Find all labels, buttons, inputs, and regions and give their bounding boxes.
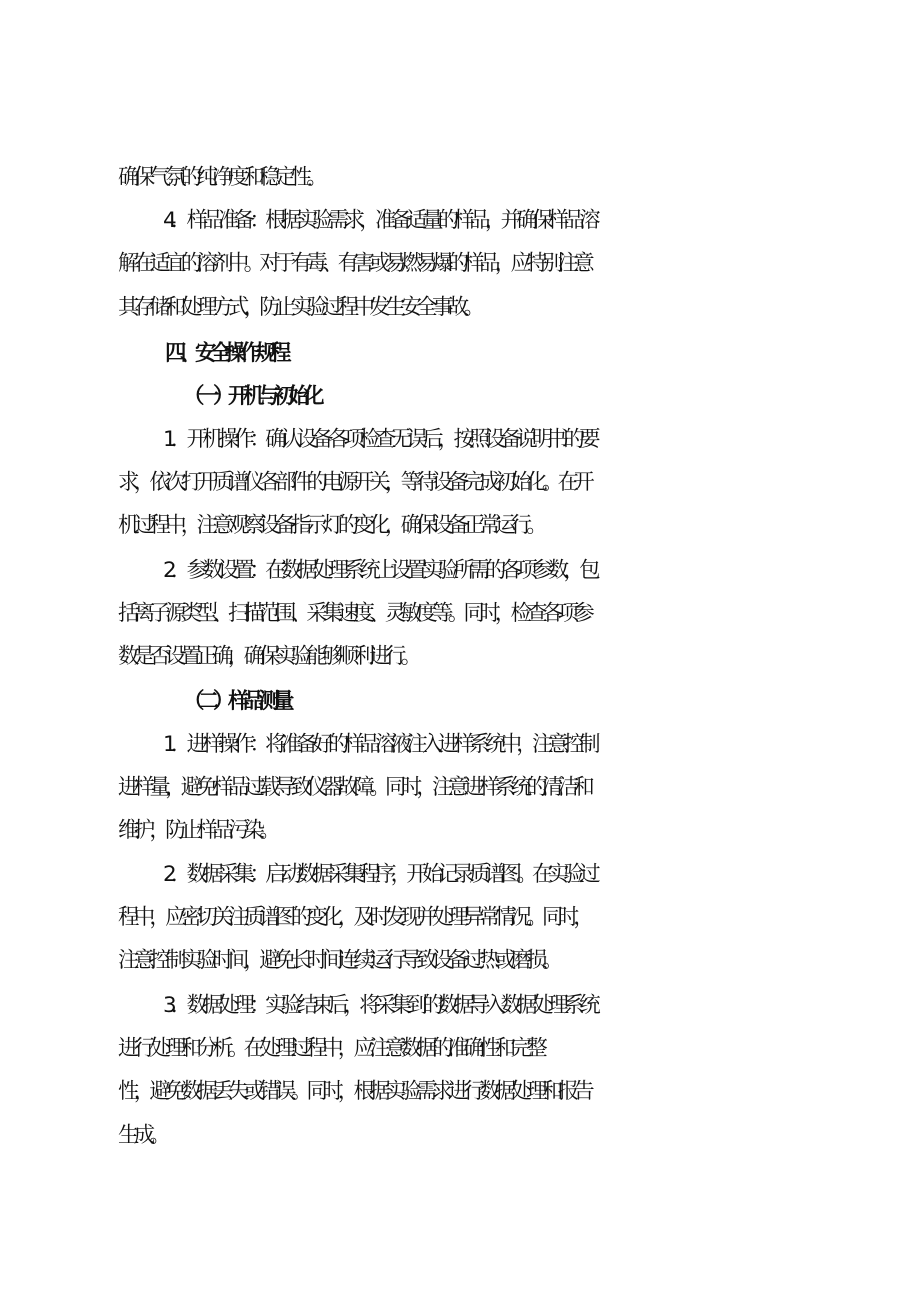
paragraph-line: 进行处理和分析。在处理过程中，应注意数据的准确性和完整 xyxy=(118,1036,542,1061)
paragraph-line: 1．开机操作：确认设备各项检查无误后，按照设备说明书的要 xyxy=(163,427,595,452)
paragraph-line: 1．进样操作：将准备好的样品溶液注入进样系统中，注意控制 xyxy=(163,732,595,757)
paragraph-line: 其存储和处理方式，防止实验过程中发生安全事故。 xyxy=(118,295,480,320)
paragraph-line: 确保气氛的纯净度和稳定性。 xyxy=(118,165,323,190)
paragraph-line: 生成。 xyxy=(118,1123,166,1148)
paragraph-line: 数是否设置正确，确保实验能够顺利进行。 xyxy=(118,644,417,669)
paragraph-line: 程中，应密切关注质谱图的变化，及时发现并处理异常情况。同时， xyxy=(118,905,590,930)
paragraph-line: 性，避免数据丢失或错误。同时，根据实验需求进行数据处理和报告 xyxy=(118,1079,590,1104)
paragraph-line: 括离子源类型、扫描范围、采集速度、灵敏度等。同时，检查各项参 xyxy=(118,601,590,626)
paragraph-line: 解在适宜的溶剂中。对于有毒、有害或易燃易爆的样品，应特别注意 xyxy=(118,251,590,276)
paragraph-line: 进样量，避免样品过载导致仪器故障。同时，注意进样系统的清洁和 xyxy=(118,775,590,800)
section-heading: 四、安全操作规程 xyxy=(165,341,286,366)
subsection-heading: （二）样品测量 xyxy=(183,689,289,714)
subsection-heading: （一）开机与初始化 xyxy=(183,384,319,409)
paragraph-line: 注意控制实验时间，避免长时间连续运行导致设备过热或磨损。 xyxy=(118,948,558,973)
paragraph-line: 求，依次打开质谱仪各部件的电源开关，等待设备完成初始化。在开 xyxy=(118,470,590,495)
paragraph-line: 2．参数设置：在数据处理系统上设置实验所需的各项参数，包 xyxy=(163,558,595,583)
paragraph-line: 维护，防止样品污染。 xyxy=(118,818,276,843)
paragraph-line: 机过程中，注意观察设备指示灯的变化，确保设备正常运行。 xyxy=(118,513,542,538)
paragraph-line: 2．数据采集：启动数据采集程序，开始记录质谱图。在实验过 xyxy=(163,862,595,887)
paragraph-line: 3．数据处理：实验结束后，将采集到的数据导入数据处理系统 xyxy=(163,993,595,1018)
paragraph-line: 4．样品准备：根据实验需求，准备适量的样品，并确保样品溶 xyxy=(163,208,595,233)
